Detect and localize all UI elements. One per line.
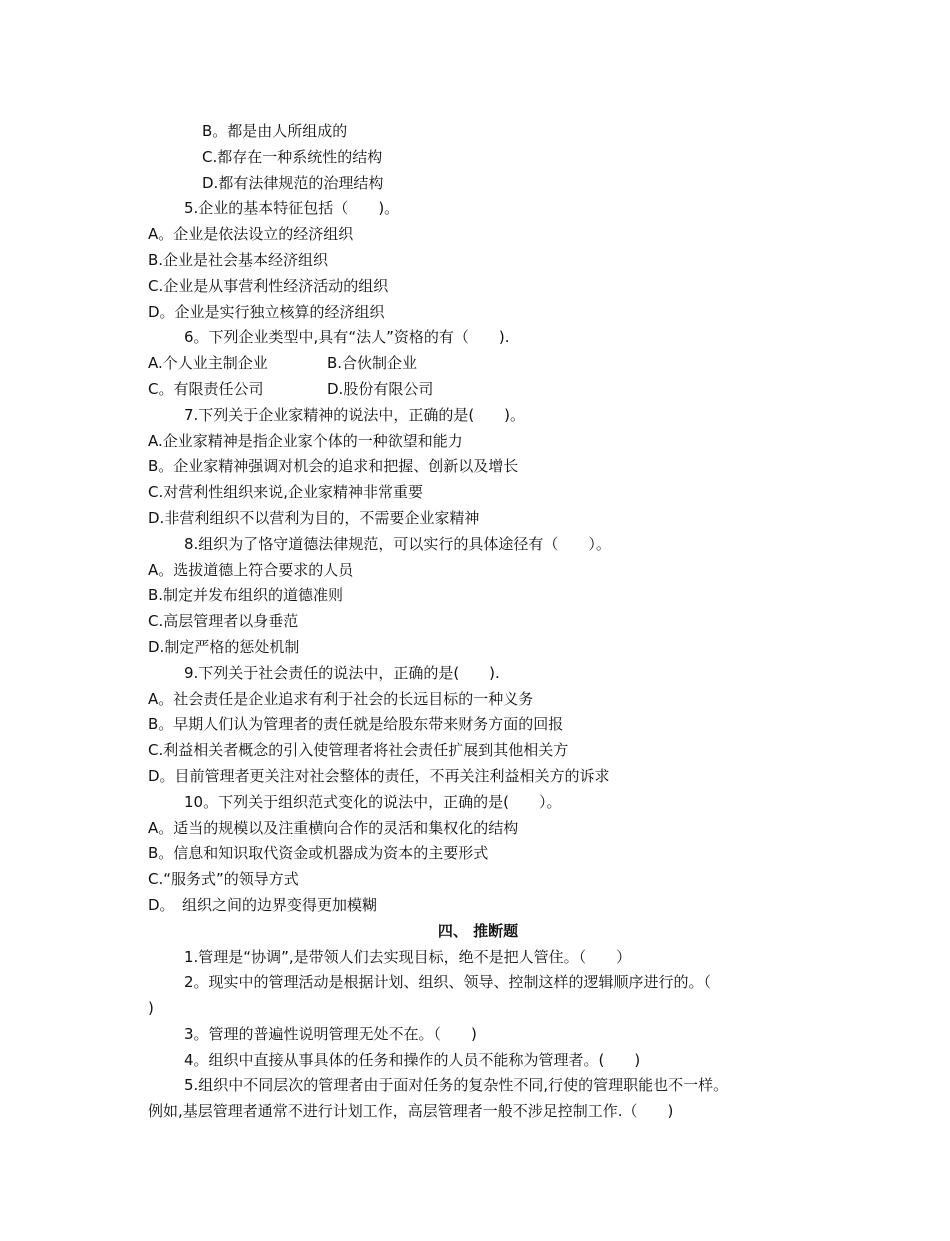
q5-option-a: A。企业是依法设立的经济组织 (148, 225, 354, 244)
q6-option-c: C。有限责任公司 (148, 379, 264, 398)
q6-options-row2 (148, 377, 808, 403)
q8-option-c: C.高层管理者以身垂范 (148, 612, 299, 631)
q4-option-c: C.都存在一种系统性的结构 (202, 147, 383, 166)
q8-option-d: D.制定严格的惩处机制 (148, 637, 300, 656)
q9-option-d: D。目前管理者更关注对社会整体的责任，不再关注利益相关方的诉求 (148, 766, 610, 785)
q9-stem: 9.下列关于社会责任的说法中，正确的是( ). (184, 663, 500, 682)
q5-option-d: D。企业是实行独立核算的经济组织 (148, 302, 385, 321)
q7-stem: 7.下列关于企业家精神的说法中，正确的是( )。 (184, 405, 526, 424)
q10-option-d: D。 组织之间的边界变得更加模糊 (148, 895, 378, 914)
q7-option-b: B。企业家精神强调对机会的追求和把握、创新以及增长 (148, 457, 519, 476)
q7-option-a: A.企业家精神是指企业家个体的一种欲望和能力 (148, 431, 463, 450)
judgment-item-5: 5.组织中不同层次的管理者由于面对任务的复杂性不同,行使的管理职能也不一样。 (184, 1076, 729, 1095)
q9-option-c: C.利益相关者概念的引入使管理者将社会责任扩展到其他相关方 (148, 741, 569, 760)
q5-option-c: C.企业是从事营利性经济活动的组织 (148, 276, 389, 295)
q6-option-b: B.合伙制企业 (327, 354, 418, 373)
q5-stem: 5.企业的基本特征包括（ )。 (184, 199, 400, 218)
judgment-item-3: 3。管理的普遍性说明管理无处不在。（ ) (184, 1024, 477, 1043)
judgment-item-2: 2。现实中的管理活动是根据计划、组织、领导、控制这样的逻辑顺序进行的。（ (184, 973, 712, 992)
judgment-item-4: 4。组织中直接从事具体的任务和操作的人员不能称为管理者。( ) (184, 1050, 641, 1069)
q8-option-b: B.制定并发布组织的道德准则 (148, 586, 344, 605)
section-heading: 四、 推断题 (437, 921, 519, 940)
q8-option-a: A。选拔道德上符合要求的人员 (148, 560, 354, 579)
q9-option-a: A。社会责任是企业追求有利于社会的长远目标的一种义务 (148, 689, 534, 708)
document-page (148, 119, 808, 1125)
q6-option-d: D.股份有限公司 (327, 379, 434, 398)
q10-option-c: C.“服务式”的领导方式 (148, 870, 299, 889)
q4-option-d: D.都有法律规范的治理结构 (202, 173, 384, 192)
q9-option-b: B。早期人们认为管理者的责任就是给股东带来财务方面的回报 (148, 715, 564, 734)
q6-options-row1 (148, 351, 808, 377)
q10-option-a: A。适当的规模以及注重横向合作的灵活和集权化的结构 (148, 818, 519, 837)
q5-option-b: B.企业是社会基本经济组织 (148, 250, 329, 269)
q10-stem: 10。下列关于组织范式变化的说法中，正确的是( ）。 (184, 792, 562, 811)
q6-stem: 6。下列企业类型中,具有“法人”资格的有（ ). (184, 328, 510, 347)
judgment-item-2-cont: ) (148, 999, 154, 1018)
judgment-item-1: 1.管理是“协调”,是带领人们去实现目标，绝不是把人管住。（ ） (184, 947, 632, 966)
q10-option-b: B。信息和知识取代资金或机器成为资本的主要形式 (148, 844, 489, 863)
q7-option-d: D.非营利组织不以营利为目的，不需要企业家精神 (148, 508, 480, 527)
judgment-item-5-cont: 例如,基层管理者通常不进行计划工作，高层管理者一般不涉足控制工作.（ ) (148, 1102, 674, 1121)
q7-option-c: C.对营利性组织来说,企业家精神非常重要 (148, 483, 424, 502)
q6-option-a: A.个人业主制企业 (148, 354, 268, 373)
q4-option-b: B。都是由人所组成的 (202, 122, 348, 140)
q8-stem: 8.组织为了恪守道德法律规范，可以实行的具体途径有（ ）。 (184, 534, 611, 553)
